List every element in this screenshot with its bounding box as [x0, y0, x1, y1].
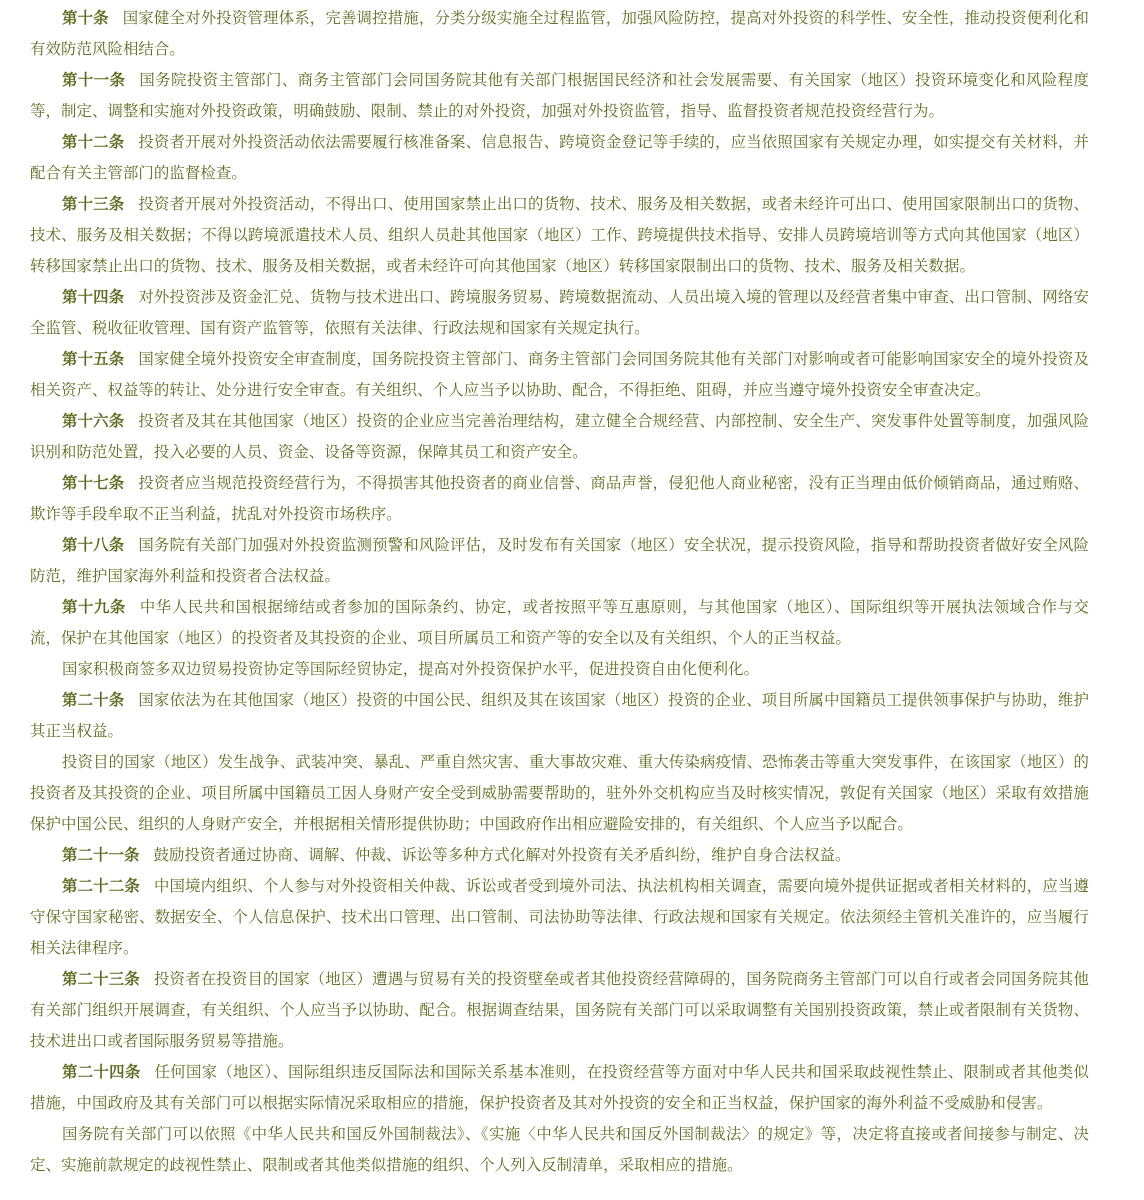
article-number: 第十一条 — [62, 71, 126, 89]
article-text: 国家积极商签多双边贸易投资协定等国际经贸协定，提高对外投资保护水平，促进投资自由化便利化。 — [62, 660, 760, 678]
article-24 — [30, 1057, 1089, 1119]
article-20-paragraph-2 — [30, 747, 1089, 840]
article-text: 国家健全境外投资安全审查制度，国务院投资主管部门、商务主管部门会同国务院其他有关部门对影响或者可能影响国家安全的境外投资及相关资产、权益等的转让、处分进行安全审查。有关组织、个人应当予以协助、配合，不得拒绝、阻碍，并应当遵守境外投资安全审查决定。 — [30, 350, 1089, 399]
article-18 — [30, 530, 1089, 592]
article-text: 国家健全对外投资管理体系，完善调控措施，分类分级实施全过程监管，加强风险防控，提高对外投资的科学性、安全性，推动投资便利化和有效防范风险相结合。 — [30, 9, 1089, 58]
article-text: 投资者应当规范投资经营行为，不得损害其他投资者的商业信誉、商品声誉，侵犯他人商业秘密，没有正当理由低价倾销商品，通过贿赂、欺诈等手段牟取不正当利益，扰乱对外投资市场秩序。 — [30, 474, 1089, 523]
article-16 — [30, 406, 1089, 468]
article-text: 国务院有关部门加强对外投资监测预警和风险评估，及时发布有关国家（地区）安全状况，提示投资风险，指导和帮助投资者做好安全风险防范，维护国家海外利益和投资者合法权益。 — [30, 536, 1089, 585]
article-text: 对外投资涉及资金汇兑、货物与技术进出口、跨境服务贸易、跨境数据流动、人员出境入境的管理以及经营者集中审查、出口管制、网络安全监管、税收征收管理、国有资产监管等，依照有关法律、行政法规和国家有关规定执行。 — [30, 288, 1089, 337]
article-19 — [30, 592, 1089, 654]
article-text: 国务院有关部门可以依照《中华人民共和国反外国制裁法》、《实施〈中华人民共和国反外国制裁法〉的规定》等，决定将直接或者间接参与制定、决定、实施前款规定的歧视性禁止、限制或者其他类似措施的组织、个人列入反制清单，采取相应的措施。 — [30, 1125, 1089, 1174]
article-number: 第二十一条 — [62, 846, 140, 864]
article-number: 第十九条 — [62, 598, 126, 616]
article-22 — [30, 871, 1089, 964]
article-number: 第二十四条 — [62, 1063, 141, 1081]
article-number: 第二十条 — [62, 691, 125, 709]
article-text: 投资者及其在其他国家（地区）投资的企业应当完善治理结构，建立健全合规经营、内部控制、安全生产、突发事件处置等制度，加强风险识别和防范处置，投入必要的人员、资金、设备等资源，保障其员工和资产安全。 — [30, 412, 1089, 461]
article-number: 第二十三条 — [62, 970, 140, 988]
article-text: 投资目的国家（地区）发生战争、武装冲突、暴乱、严重自然灾害、重大事故灾难、重大传染病疫情、恐怖袭击等重大突发事件，在该国家（地区）的投资者及其投资的企业、项目所属中国籍员工因人身财产安全受到威胁需要帮助的，驻外外交机构应当及时核实情况，敦促有关国家（地区）采取有效措施保护中国公民、组织的人身财产安全，并根据相关情形提供协助；中国政府作出相应避险安排的，有关组织、个人应当予以配合。 — [30, 753, 1089, 833]
article-text: 任何国家（地区）、国际组织违反国际法和国际关系基本准则，在投资经营等方面对中华人民共和国采取歧视性禁止、限制或者其他类似措施，中国政府及其有关部门可以根据实际情况采取相应的措施，保护投资者及其对外投资的安全和正当权益，保护国家的海外利益不受威胁和侵害。 — [30, 1063, 1089, 1112]
article-text: 投资者开展对外投资活动，不得出口、使用国家禁止出口的货物、技术、服务及相关数据，或者未经许可出口、使用国家限制出口的货物、技术、服务及相关数据；不得以跨境派遣技术人员、组织人员赴其他国家（地区）工作、跨境提供技术指导、安排人员跨境培训等方式向其他国家（地区）转移国家禁止出口的货物、技术、服务及相关数据，或者未经许可向其他国家（地区）转移国家限制出口的货物、技术、服务及相关数据。 — [30, 195, 1089, 275]
article-text: 国务院投资主管部门、商务主管部门会同国务院其他有关部门根据国民经济和社会发展需要、有关国家（地区）投资环境变化和风险程度等，制定、调整和实施对外投资政策，明确鼓励、限制、禁止的对外投资，加强对外投资监管，指导、监督投资者规范投资经营行为。 — [30, 71, 1089, 120]
article-11 — [30, 65, 1089, 127]
article-12 — [30, 127, 1089, 189]
article-24-paragraph-2 — [30, 1119, 1089, 1181]
article-text: 国家依法为在其他国家（地区）投资的中国公民、组织及其在该国家（地区）投资的企业、项目所属中国籍员工提供领事保护与协助，维护其正当权益。 — [30, 691, 1089, 740]
article-number: 第十五条 — [62, 350, 125, 368]
article-number: 第十七条 — [62, 474, 125, 492]
article-number: 第十六条 — [62, 412, 125, 430]
article-17 — [30, 468, 1089, 530]
article-number: 第十八条 — [62, 536, 125, 554]
article-text: 投资者开展对外投资活动依法需要履行核准备案、信息报告、跨境资金登记等手续的，应当依照国家有关规定办理，如实提交有关材料，并配合有关主管部门的监督检查。 — [30, 133, 1089, 182]
article-number: 第十三条 — [62, 195, 125, 213]
article-number: 第十二条 — [62, 133, 125, 151]
article-20 — [30, 685, 1089, 747]
article-text: 鼓励投资者通过协商、调解、仲裁、诉讼等多种方式化解对外投资有关矛盾纠纷，维护自身合法权益。 — [153, 846, 851, 864]
article-10 — [30, 3, 1089, 65]
article-text: 投资者在投资目的国家（地区）遭遇与贸易有关的投资壁垒或者其他投资经营障碍的，国务院商务主管部门可以自行或者会同国务院其他有关部门组织开展调查，有关组织、个人应当予以协助、配合。根据调查结果，国务院有关部门可以采取调整有关国别投资政策，禁止或者限制有关货物、技术进出口或者国际服务贸易等措施。 — [30, 970, 1089, 1050]
article-14 — [30, 282, 1089, 344]
article-15 — [30, 344, 1089, 406]
article-23 — [30, 964, 1089, 1057]
article-text: 中华人民共和国根据缔结或者参加的国际条约、协定，或者按照平等互惠原则，与其他国家（地区）、国际组织等开展执法领域合作与交流，保护在其他国家（地区）的投资者及其投资的企业、项目所属员工和资产等的安全以及有关组织、个人的正当权益。 — [30, 598, 1089, 647]
article-number: 第十四条 — [62, 288, 125, 306]
article-19-paragraph-2 — [30, 654, 1089, 685]
article-13 — [30, 189, 1089, 282]
article-text: 中国境内组织、个人参与对外投资相关仲裁、诉讼或者受到境外司法、执法机构相关调查，需要向境外提供证据或者相关材料的，应当遵守保守国家秘密、数据安全、个人信息保护、技术出口管理、出口管制、司法协助等法律、行政法规和国家有关规定。依法须经主管机关准许的，应当履行相关法律程序。 — [30, 877, 1089, 957]
article-number: 第十条 — [62, 9, 109, 27]
article-number: 第二十二条 — [62, 877, 140, 895]
article-21 — [30, 840, 1089, 871]
